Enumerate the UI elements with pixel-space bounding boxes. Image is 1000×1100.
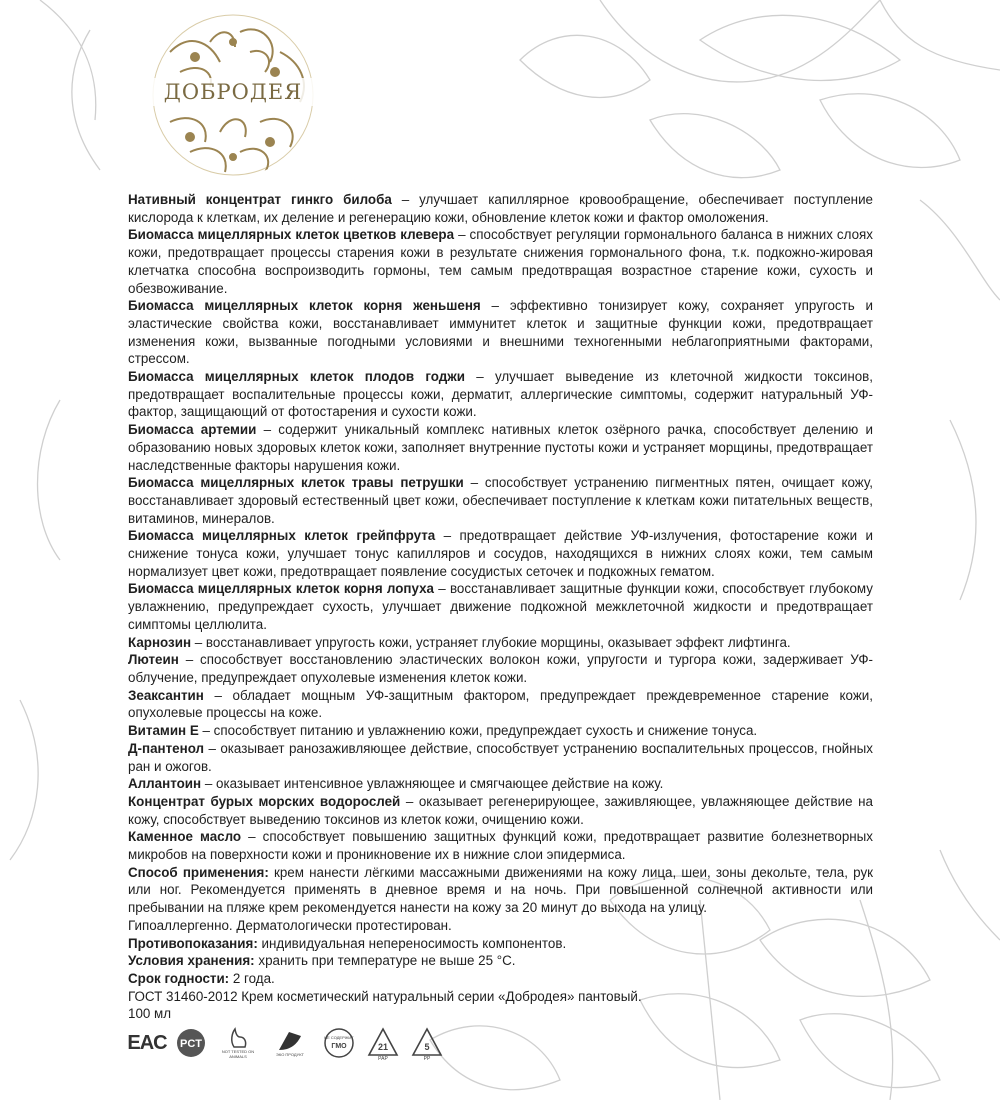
ingredient-entry xyxy=(128,988,873,1006)
ingredient-term: Биомасса мицеллярных клеток грейпфрута xyxy=(128,528,436,544)
ingredient-term: Каменное масло xyxy=(128,829,242,845)
ingredients-description xyxy=(128,191,873,1023)
ingredient-text: – способствует регуляции гормонального баланса в нижних слоях кожи, предотвращает процессы старения кожи в результате снижения гормонального фона, т.к. подкожно-жировая клетчатка способна воспроизводить гормоны, тем самым предотвращая возрастное старение кожи, сухость и обезвоживание. xyxy=(128,227,873,296)
ingredient-entry xyxy=(128,297,873,368)
ingredient-term: Условия хранения: xyxy=(128,953,255,969)
ingredient-entry xyxy=(128,421,873,474)
recycle-pp-number: 5 xyxy=(424,1042,430,1052)
ingredient-text: 100 мл xyxy=(128,1006,172,1022)
ingredient-text: 2 года. xyxy=(229,970,275,986)
ingredient-text: – способствует повышению защитных функций кожи, предотвращает развитие болезнетворных микробов на поверхности кожи и проникновение их в нижние слои эпидермиса. xyxy=(128,829,873,863)
ingredient-entry xyxy=(128,580,873,633)
ingredient-text: – эффективно тонизирует кожу, сохраняет упругость и эластические свойства кожи, восстанавливает иммунитет клеток и защитные функции кожи, предотвращает изменения кожи, вызванные погодными условиями и внешними техногенными неблагоприятными факторами, стрессом. xyxy=(128,298,873,367)
ingredient-entry xyxy=(128,970,873,988)
ingredient-entry xyxy=(128,527,873,580)
ingredient-term: Нативный концентрат гинкго билоба xyxy=(128,192,392,207)
ingredient-text: ГОСТ 31460-2012 Крем косметический натуральный серии «Добродея» пантовый. xyxy=(128,988,642,1004)
eco-product-icon xyxy=(268,1026,312,1060)
ingredient-term: Карнозин xyxy=(128,634,192,650)
ingredient-entry xyxy=(128,687,873,722)
recycle-pap-number: 21 xyxy=(377,1042,389,1052)
not-tested-label: NOT TESTED ON ANIMALS xyxy=(221,1049,255,1059)
gmo-label: ГМО xyxy=(331,1043,347,1050)
ingredient-text: – восстанавливает защитные функции кожи, способствует глубокому увлажнению, предупреждает сухость, улучшает движение подкожной межклеточной жидкости и предотвращает симптомы целлюлита. xyxy=(128,581,873,632)
ingredient-entry xyxy=(128,864,873,917)
ingredient-entry xyxy=(128,191,873,226)
ingredient-text: – предотвращает действие УФ-излучения, фотостарение кожи и снижение тонуса кожи, улучшает тонус капилляров и сосудов, находящихся в нижних слоях кожи, тем самым нормализует цвет кожи, предотвращает появление сосудистых сеточек и подкожных гематом. xyxy=(128,528,873,579)
ingredient-entry xyxy=(128,368,873,421)
ingredient-term: Биомасса мицеллярных клеток травы петрушки xyxy=(128,475,464,491)
gmo-free-icon xyxy=(322,1026,356,1060)
certification-icons xyxy=(127,1023,444,1063)
pct-mark-icon xyxy=(174,1026,208,1060)
ingredient-term: Концентрат бурых морских водорослей xyxy=(128,793,401,809)
recycle-pp-icon xyxy=(410,1026,444,1060)
ingredient-entry xyxy=(128,917,873,935)
ingredient-text: – оказывает ранозаживляющее действие, способствует устранению воспалительных процессов, гнойных ран и ожогов. xyxy=(128,740,873,774)
ingredient-text: – обладает мощным УФ-защитным фактором, предупреждает преждевременное старение кожи, опухолевые процессы на коже. xyxy=(128,687,873,721)
ingredient-text: – способствует восстановлению эластических волокон кожи, упругости и тургора кожи, задерживает УФ-облучение, предупреждает опухолевые изменения клеток кожи. xyxy=(128,652,873,685)
ingredient-term: Способ применения: xyxy=(128,864,269,880)
eac-mark-icon xyxy=(127,1026,167,1060)
ingredient-term: Аллантоин xyxy=(128,776,202,792)
eco-label: ЭКО ПРОДУКТ xyxy=(276,1051,304,1057)
ingredient-term: Д-пантенол xyxy=(128,740,205,756)
ingredient-entry xyxy=(128,1005,873,1023)
ingredient-text: – улучшает капиллярное кровообращение, обеспечивает поступление кислорода к клеткам, их деление и регенерацию кожи, обновление клеток кожи и фактор омоложения. xyxy=(128,192,873,225)
ingredient-text: – способствует устранению пигментных пятен, очищает кожу, восстанавливает здоровый естественный цвет кожи, обеспечивает поступление к клеткам кожи питательных веществ, витаминов, минералов. xyxy=(128,475,873,526)
ingredient-term: Срок годности: xyxy=(128,970,230,986)
ingredient-term: Биомасса мицеллярных клеток цветков клевера xyxy=(128,227,455,243)
not-tested-on-animals-icon xyxy=(218,1026,258,1060)
recycle-pp-label: PP xyxy=(423,1056,431,1060)
ingredient-entry xyxy=(128,952,873,970)
ingredient-entry xyxy=(128,828,873,863)
ingredient-term: Биомасса мицеллярных клеток корня женьшеня xyxy=(128,298,481,314)
ingredient-text: индивидуальная непереносимость компонентов. xyxy=(257,935,567,951)
recycle-pap-label: PAP xyxy=(378,1056,388,1060)
ingredient-entry xyxy=(128,634,873,652)
eac-label: EAC xyxy=(127,1031,167,1054)
ingredient-text: – оказывает регенерирующее, заживляющее, увлажняющее действие на кожу, способствует выведению токсинов из клеток кожи, очищению кожи. xyxy=(128,793,873,827)
ingredient-entry xyxy=(128,793,873,828)
ingredient-entry xyxy=(128,722,873,740)
ingredient-entry xyxy=(128,740,873,775)
pct-label: PCT xyxy=(180,1038,202,1050)
ingredient-term: Биомасса артемии xyxy=(128,422,257,438)
ingredient-text: – содержит уникальный комплекс нативных клеток озёрного рачка, способствует делению и образованию новых здоровых клеток кожи, заполняет внутренние пустоты кожи и устраняет морщины, предотвращает наследственные факторы нарушения кожи. xyxy=(128,422,873,473)
ingredient-text: Гипоаллергенно. Дерматологически протестирован. xyxy=(128,917,452,933)
ingredient-term: Биомасса мицеллярных клеток плодов годжи xyxy=(128,369,466,385)
ingredient-entry xyxy=(128,935,873,953)
ingredient-text: – восстанавливает упругость кожи, устраняет глубокие морщины, оказывает эффект лифтинга. xyxy=(191,634,791,650)
ingredient-entry xyxy=(128,775,873,793)
recycle-pap-icon xyxy=(366,1026,400,1060)
ingredient-entry xyxy=(128,474,873,527)
ingredient-term: Противопоказания: xyxy=(128,935,258,951)
ingredient-text: хранить при температуре не выше 25 °C. xyxy=(254,953,516,969)
ingredient-term: Зеаксантин xyxy=(128,687,204,703)
ingredient-term: Витамин Е xyxy=(128,723,199,739)
ingredient-term: Биомасса мицеллярных клеток корня лопуха xyxy=(128,581,434,597)
gmo-top-label: НЕ СОДЕРЖИТ xyxy=(324,1035,354,1040)
ingredient-text: – способствует питанию и увлажнению кожи, предупреждает сухость и снижение тонуса. xyxy=(198,723,758,739)
brand-name: ДОБРОДЕЯ xyxy=(150,78,316,106)
brand-logo xyxy=(150,12,316,178)
ingredient-entry xyxy=(128,226,873,297)
ingredient-text: крем нанести лёгкими массажными движениями на кожу лица, шеи, зоны декольте, тела, рук или ног. Рекомендуется применять в дневное время и на ночь. При повышенной солнечной активности или пребывании на пляже крем рекомендуется нанести на кожу за 20 минут до выхода на улицу. xyxy=(128,864,873,916)
ingredient-text: – улучшает выведение из клеточной жидкости токсинов, предотвращает воспалительные процессы кожи, дерматит, аллергические симптомы, содержит натуральный УФ-фактор, защищающий от фотостарения и сухости кожи. xyxy=(128,369,874,420)
ingredient-entry xyxy=(128,651,873,686)
ingredient-term: Лютеин xyxy=(128,652,179,668)
ingredient-text: – оказывает интенсивное увлажняющее и смягчающее действие на кожу. xyxy=(201,776,664,792)
